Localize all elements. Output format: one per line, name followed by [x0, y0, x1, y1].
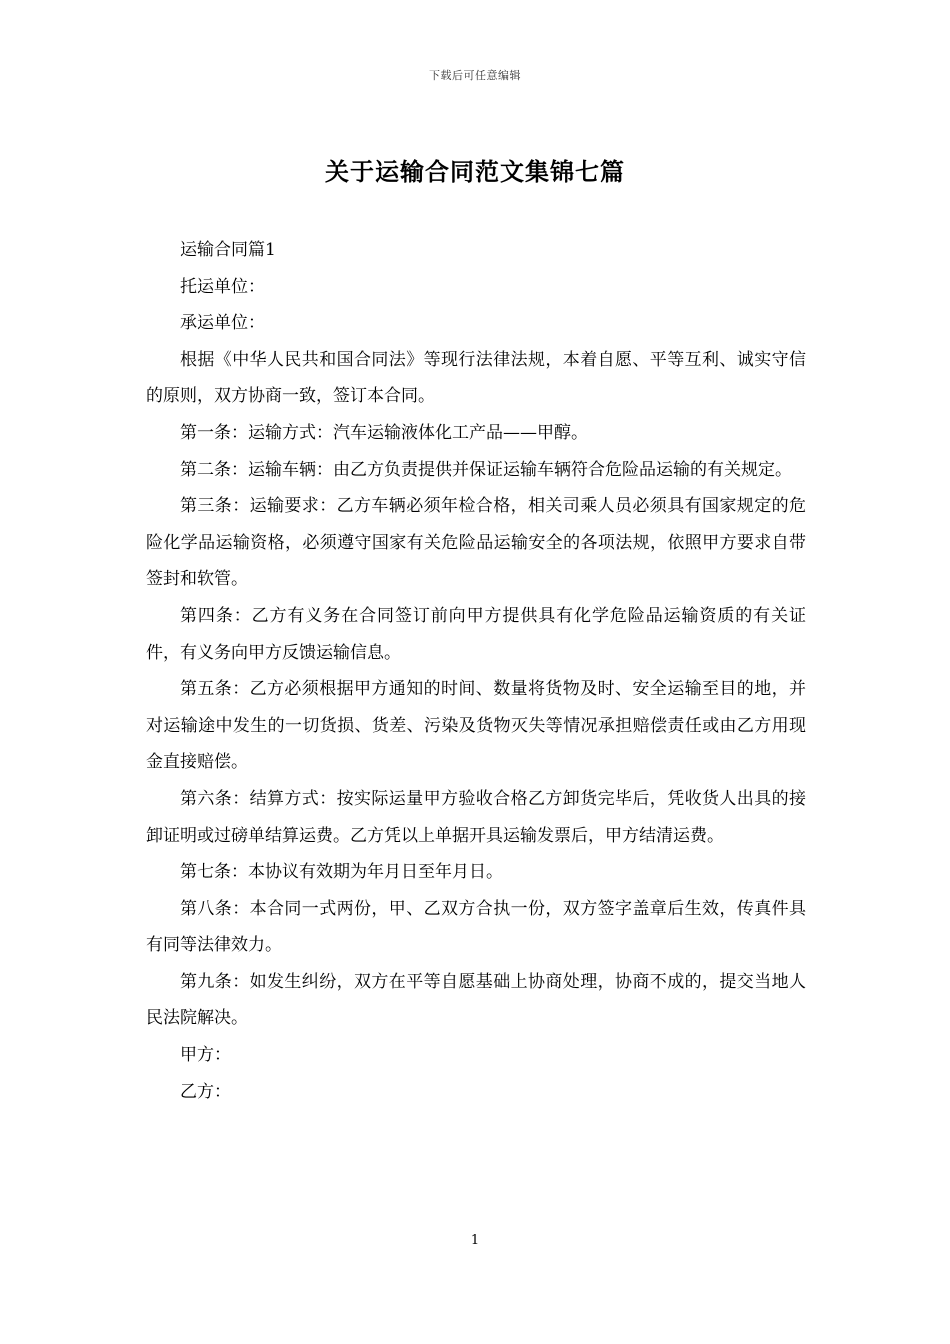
- clause-4: 第四条：乙方有义务在合同签订前向甲方提供具有化学危险品运输资质的有关证件，有义务向甲方反馈运输信息。: [146, 605, 806, 663]
- document-body: [146, 232, 806, 1110]
- carrier-field: 承运单位：: [180, 313, 265, 334]
- clause-2: 第二条：运输车辆：由乙方负责提供并保证运输车辆符合危险品运输的有关规定。: [180, 459, 792, 480]
- page-header-note: 下载后可任意编辑: [429, 69, 521, 82]
- clause-7: 第七条：本协议有效期为年月日至年月日。: [180, 862, 503, 883]
- clause-1: 第一条：运输方式：汽车运输液体化工产品——甲醇。: [180, 422, 588, 443]
- clause-8: 第八条：本合同一式两份，甲、乙双方合执一份，双方签字盖章后生效，传真件具有同等法律效力。: [146, 898, 806, 956]
- clause-9: 第九条：如发生纠纷，双方在平等自愿基础上协商处理，协商不成的，提交当地人民法院解决。: [146, 971, 806, 1029]
- section-heading: 运输合同篇1: [180, 240, 276, 260]
- party-b-signature-field: 乙方：: [180, 1081, 231, 1102]
- shipper-field: 托运单位：: [180, 276, 265, 297]
- clause-5: 第五条：乙方必须根据甲方通知的时间、数量将货物及时、安全运输至目的地，并对运输途中发生的一切货损、货差、污染及货物灭失等情况承担赔偿责任或由乙方用现金直接赔偿。: [146, 679, 806, 773]
- clause-3: 第三条：运输要求：乙方车辆必须年检合格，相关司乘人员必须具有国家规定的危险化学品运输资格，必须遵守国家有关危险品运输安全的各项法规，依照甲方要求自带签封和软管。: [146, 496, 806, 590]
- preamble-paragraph: 根据《中华人民共和国合同法》等现行法律法规，本着自愿、平等互利、诚实守信的原则，双方协商一致，签订本合同。: [146, 349, 806, 407]
- document-title: 关于运输合同范文集锦七篇: [325, 157, 625, 186]
- clause-6: 第六条：结算方式：按实际运量甲方验收合格乙方卸货完毕后，凭收货人出具的接卸证明或过磅单结算运费。乙方凭以上单据开具运输发票后，甲方结清运费。: [146, 788, 806, 846]
- party-a-signature-field: 甲方：: [180, 1045, 231, 1066]
- page-number: 1: [470, 1233, 480, 1248]
